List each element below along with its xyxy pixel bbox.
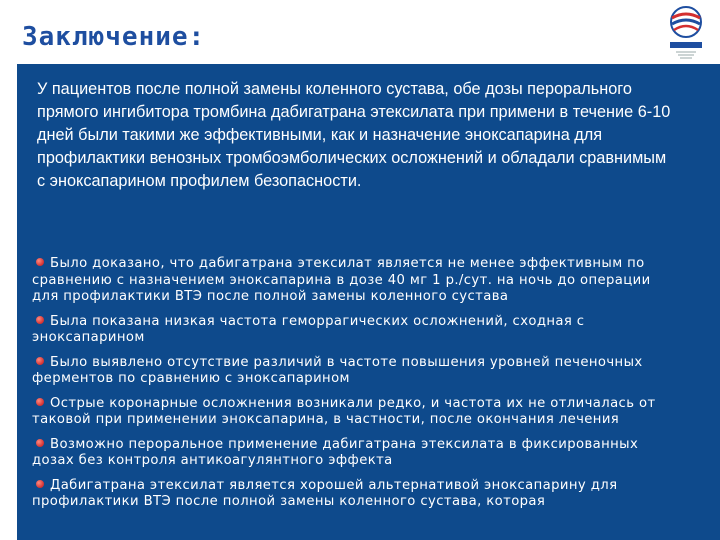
- bullet-dot-icon: [36, 398, 44, 406]
- list-item: [32, 355, 672, 388]
- content-panel: [17, 64, 720, 540]
- list-item-text: Было выявлено отсутствие различий в частоте повышения уровней печеночных ферментов по сравнению с эноксапарином: [32, 354, 643, 386]
- intro-paragraph: У пациентов после полной замены коленного сустава, обе дозы перорального прямого ингибитора тромбина дабигатрана этексилата при примени в течение 6-10 дней были такими же эффективными, как и назначение эноксапарина для профилактики венозных тромбоэмболических осложнений и обладали сравнимым с эноксапарином профилем безопасности.: [37, 80, 671, 190]
- page-title: Заключение:: [22, 22, 206, 52]
- list-item-text: Была показана низкая частота геморрагических осложнений, сходная с эноксапарином: [32, 313, 585, 345]
- bullet-dot-icon: [36, 357, 44, 365]
- list-item: [32, 396, 672, 429]
- list-item: [32, 256, 672, 306]
- globe-logo-icon: [662, 4, 710, 60]
- list-item-text: Острые коронарные осложнения возникали редко, и частота их не отличалась от таковой при применении эноксапарина, в частности, после окончания лечения: [32, 395, 656, 427]
- bullet-dot-icon: [36, 258, 44, 266]
- list-item: [32, 314, 672, 347]
- bullet-dot-icon: [36, 439, 44, 447]
- list-item-text: Дабигатрана этексилат является хорошей альтернативой эноксапарину для профилактики ВТЭ после полной замены коленного сустава, которая: [32, 477, 618, 509]
- conclusion-list: [32, 256, 672, 519]
- list-item: [32, 478, 672, 511]
- bullet-dot-icon: [36, 316, 44, 324]
- list-item: [32, 437, 672, 470]
- bullet-dot-icon: [36, 480, 44, 488]
- list-item-text: Возможно пероральное применение дабигатрана этексилата в фиксированных дозах без контроля антикоагулянтного эффекта: [32, 436, 639, 468]
- list-item-text: Было доказано, что дабигатрана этексилат является не менее эффективным по сравнению с назначением эноксапарина в дозе 40 мг 1 р./сут. на ночь до операции для профилактики ВТЭ после полной замены коленного сустава: [32, 256, 651, 304]
